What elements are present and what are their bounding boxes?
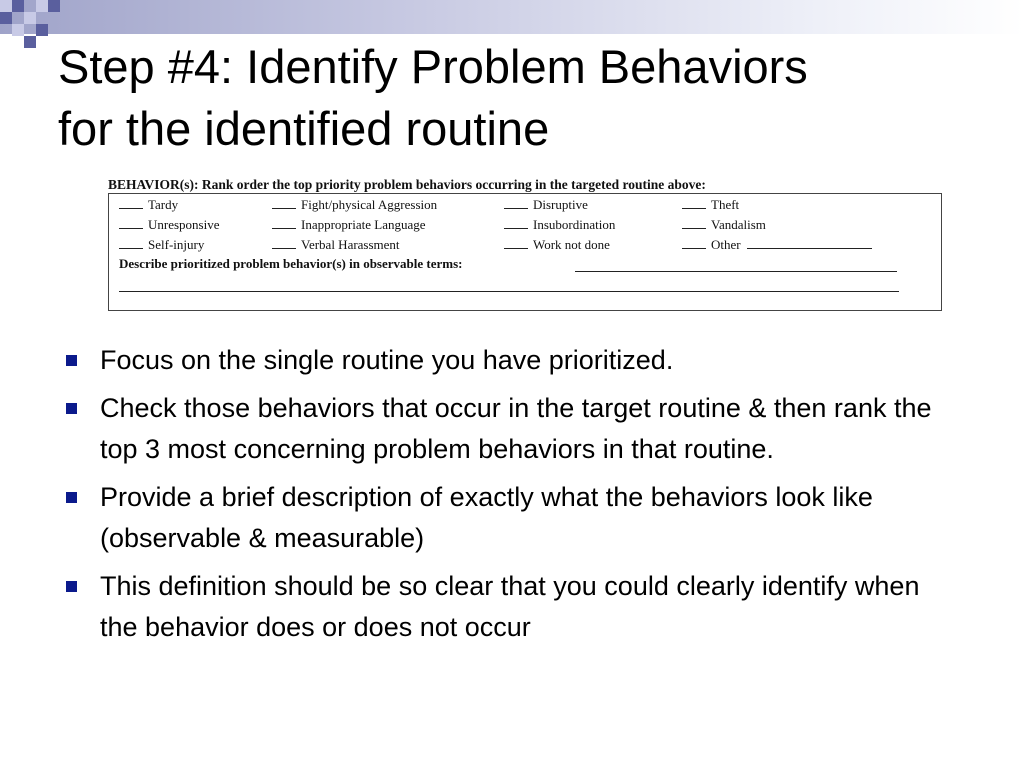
- page-title: [58, 36, 998, 160]
- square-bullet-icon: [66, 355, 77, 366]
- list-item: Check those behaviors that occur in the target routine & then rank the top 3 most concerning problem behaviors in that routine.: [64, 388, 964, 470]
- option-item: Vandalism: [682, 217, 766, 233]
- option-item: Work not done: [504, 237, 610, 253]
- option-item: Unresponsive: [119, 217, 220, 233]
- list-item: Provide a brief description of exactly what the behaviors look like (observable & measurable): [64, 477, 964, 559]
- title-line-1: Step #4: Identify Problem Behaviors: [58, 40, 808, 93]
- square-bullet-icon: [66, 403, 77, 414]
- list-item: This definition should be so clear that you could clearly identify when the behavior does or does not occur: [64, 566, 964, 648]
- description-line: [119, 291, 899, 292]
- option-item: Theft: [682, 197, 739, 213]
- option-item: Other: [682, 237, 872, 253]
- bullet-list: [64, 340, 964, 655]
- option-item: Inappropriate Language: [272, 217, 426, 233]
- list-item: Focus on the single routine you have prioritized.: [64, 340, 964, 381]
- description-line: [575, 271, 897, 272]
- decorative-top-band: [0, 0, 1024, 34]
- option-item: Verbal Harassment: [272, 237, 400, 253]
- option-item: Disruptive: [504, 197, 588, 213]
- option-item: Tardy: [119, 197, 178, 213]
- describe-label: Describe prioritized problem behavior(s) in observable terms:: [119, 256, 463, 271]
- square-bullet-icon: [66, 581, 77, 592]
- title-line-2: for the identified routine: [58, 102, 550, 155]
- square-bullet-icon: [66, 492, 77, 503]
- option-item: Fight/physical Aggression: [272, 197, 437, 213]
- behavior-form-image: [106, 176, 946, 316]
- option-item: Insubordination: [504, 217, 615, 233]
- option-item: Self-injury: [119, 237, 204, 253]
- form-box: [108, 193, 942, 311]
- form-header: BEHAVIOR(s): Rank order the top priority problem behaviors occurring in the targeted routine above:: [108, 177, 706, 192]
